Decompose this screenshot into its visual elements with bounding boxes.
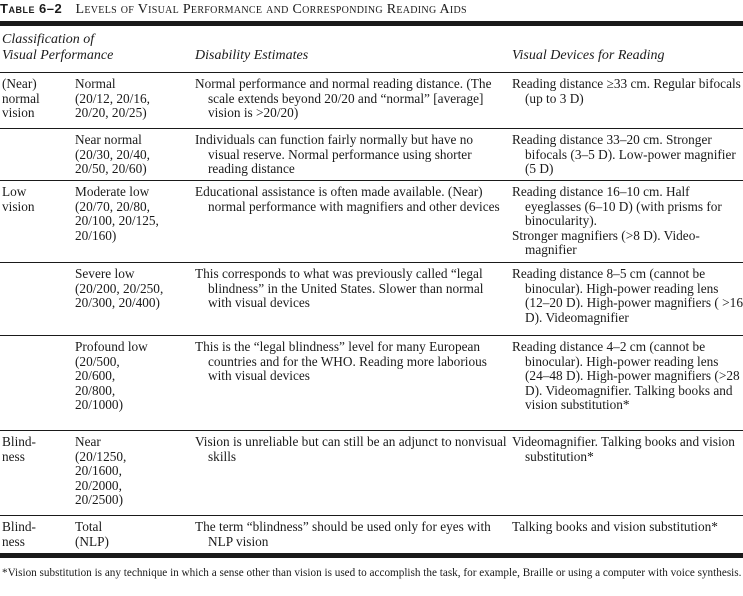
devices-paragraph: Reading distance 33–20 cm. Stronger bifocals (3–5 D). Low-power magnifier (5 D) [512, 132, 736, 177]
header-classification-line1: Classification of [2, 32, 95, 47]
cell-disability: Vision is unreliable but can still be an adjunct to nonvisual skills [195, 434, 507, 464]
cell-level [75, 77, 187, 121]
level-line: 20/1000) [75, 397, 124, 413]
level-line: 20/160) [75, 227, 117, 243]
cell-level [75, 267, 187, 311]
cell-level [75, 340, 187, 413]
table-caption: Levels of Visual Performance and Corresponding Reading Aids [75, 2, 467, 17]
devices-paragraph: Reading distance ≥33 cm. Regular bifocals (up to 3 D) [512, 76, 741, 106]
cell-group [2, 77, 70, 121]
header-disability: Disability Estimates [195, 48, 309, 63]
devices-paragraph: Reading distance 8–5 cm (cannot be binocular). High-power reading lens (12–20 D). High-power magnifiers ( >16 D). Videomagnifier [512, 266, 743, 325]
level-line: Near [75, 434, 101, 449]
level-line: 20/50, 20/60) [75, 161, 147, 177]
cell-disability: The term “blindness” should be used only for eyes with NLP vision [195, 519, 491, 549]
cell-level [75, 520, 187, 549]
cell-group [2, 435, 70, 464]
header-classification [2, 32, 113, 64]
table-number: Table 6–2 [0, 1, 63, 16]
group-line: Blind- [2, 434, 36, 449]
level-line: 20/1600, [75, 463, 122, 479]
cell-devices [512, 133, 743, 177]
level-line: Moderate low [75, 184, 150, 199]
group-line: vision [2, 105, 35, 121]
level-line: Profound low [75, 339, 148, 354]
row-rule [0, 128, 743, 129]
level-line: 20/2500) [75, 492, 124, 508]
group-line: ness [2, 448, 25, 464]
level-line: (20/30, 20/40, [75, 146, 150, 162]
level-line: 20/600, [75, 368, 116, 384]
level-line: Near normal [75, 132, 142, 147]
level-line: (20/70, 20/80, [75, 198, 150, 214]
row-rule [0, 180, 743, 181]
table-title [0, 0, 743, 20]
group-line: vision [2, 198, 35, 214]
devices-paragraph: Stronger magnifiers (>8 D). Video-magnifier [512, 227, 700, 258]
level-line: Severe low [75, 266, 135, 281]
cell-disability: Educational assistance is often made available. (Near) normal performance with magnifiers and other devices [195, 184, 500, 214]
cell-devices [512, 185, 743, 258]
row-rule [0, 262, 743, 263]
cell-devices [512, 77, 743, 106]
footnote: *Vision substitution is any technique in which a sense other than vision is used to accomplish the task, for example, Braille or using a computer with voice synthesis. [2, 567, 742, 579]
header-devices: Visual Devices for Reading [512, 48, 665, 63]
level-line: (20/1250, [75, 448, 127, 464]
cell-group [2, 185, 70, 214]
header-rule [0, 72, 743, 73]
header-classification-line2: Visual Performance [2, 48, 114, 63]
level-line: Normal [75, 76, 116, 91]
level-line: (20/500, [75, 353, 120, 369]
row-rule [0, 335, 743, 336]
devices-paragraph: Videomagnifier. Talking books and vision substitution* [512, 434, 735, 464]
devices-paragraph: Talking books and vision substitution* [512, 519, 718, 534]
level-line: Total [75, 519, 103, 534]
devices-paragraph: Reading distance 4–2 cm (cannot be binocular). High-power reading lens (24–48 D). High-power magnifiers (>28 D). Videomagnifier. Talking books and vision substitution* [512, 339, 740, 413]
level-line: (20/200, 20/250, [75, 280, 164, 296]
group-line: Low [2, 184, 27, 199]
level-line: 20/20, 20/25) [75, 105, 147, 121]
cell-disability: This is the “legal blindness” level for many European countries and for the WHO. Reading more laborious with visual devices [195, 339, 487, 384]
bottom-rule [0, 553, 743, 558]
cell-devices [512, 267, 743, 325]
row-rule [0, 515, 743, 516]
cell-group [2, 520, 70, 549]
cell-level [75, 133, 187, 177]
cell-devices [512, 340, 743, 413]
level-line: 20/300, 20/400) [75, 295, 160, 311]
devices-paragraph: Reading distance 16–10 cm. Half eyeglasses (6–10 D) (with prisms for binocularity). [512, 184, 722, 229]
group-line: (Near) [2, 76, 37, 91]
level-line: 20/100, 20/125, [75, 213, 159, 229]
cell-disability: Individuals can function fairly normally but have no visual reserve. Normal performance using shorter reading distance [195, 132, 474, 177]
cell-devices [512, 520, 743, 535]
group-line: normal [2, 90, 40, 106]
level-line: 20/800, [75, 382, 116, 398]
cell-level [75, 185, 187, 243]
level-line: 20/2000, [75, 477, 122, 493]
group-line: Blind- [2, 519, 36, 534]
cell-devices [512, 435, 743, 464]
level-line: (NLP) [75, 533, 109, 549]
cell-level [75, 435, 187, 508]
group-line: ness [2, 533, 25, 549]
top-rule [0, 21, 743, 26]
level-line: (20/12, 20/16, [75, 90, 150, 106]
row-rule [0, 430, 743, 431]
cell-disability: Normal performance and normal reading distance. (The scale extends beyond 20/20 and “normal” [average] vision is >20/20) [195, 76, 492, 121]
cell-disability: This corresponds to what was previously called “legal blindness” in the United States. Slower than normal with visual devices [195, 266, 484, 311]
